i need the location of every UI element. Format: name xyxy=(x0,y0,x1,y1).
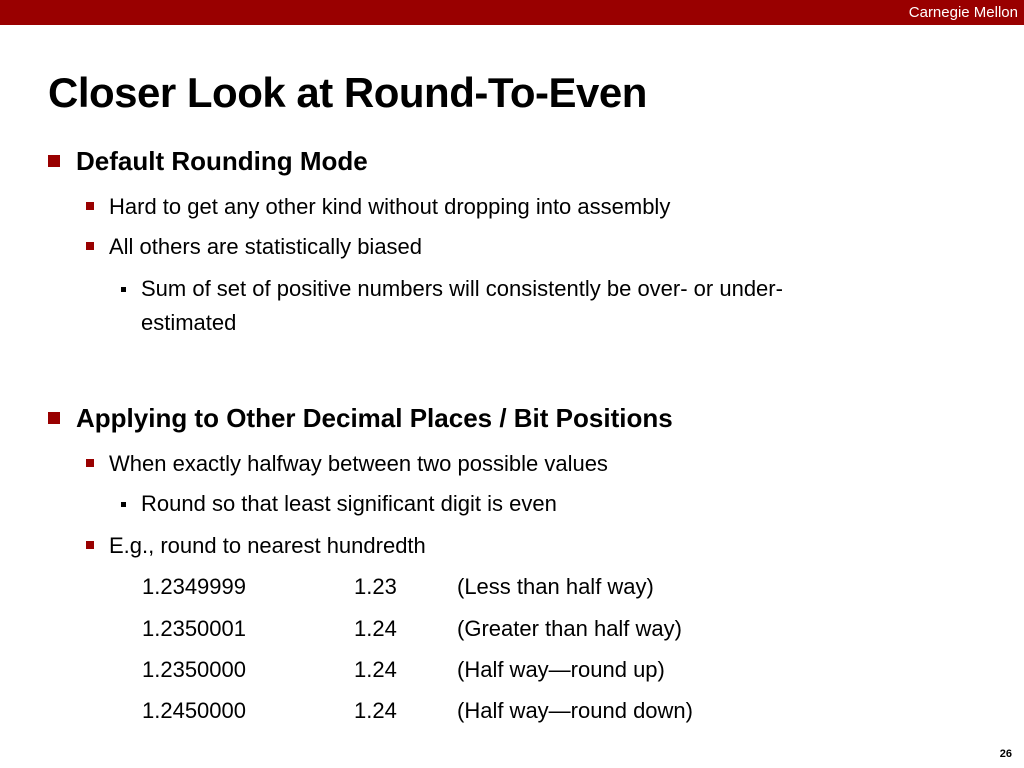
slide-title: Closer Look at Round-To-Even xyxy=(48,69,647,116)
square-bullet-icon xyxy=(48,412,60,424)
list-item xyxy=(109,450,608,478)
sub-list-item-text: estimated xyxy=(141,310,237,335)
section-heading-text: Applying to Other Decimal Places / Bit Positions xyxy=(76,403,673,433)
small-square-bullet-icon xyxy=(121,287,126,292)
list-item-text: When exactly halfway between two possible values xyxy=(109,451,608,476)
sub-list-item-text: Sum of set of positive numbers will consistently be over- or under- xyxy=(141,276,783,301)
example-value: 1.2350001 xyxy=(142,616,246,641)
example-note: (Less than half way) xyxy=(457,574,654,599)
example-rounded: 1.24 xyxy=(354,616,397,641)
sub-list-item-continuation xyxy=(141,309,236,337)
header-bar xyxy=(0,0,1024,25)
section-heading-default-rounding xyxy=(76,145,368,177)
example-note: (Half way—round up) xyxy=(457,657,665,682)
section-heading-applying xyxy=(76,402,673,434)
brand-label: Carnegie Mellon xyxy=(908,4,1018,21)
square-bullet-icon xyxy=(86,541,94,549)
small-square-bullet-icon xyxy=(121,502,126,507)
sub-list-item-text: Round so that least significant digit is even xyxy=(141,491,557,516)
list-item-text: Hard to get any other kind without dropping into assembly xyxy=(109,194,671,219)
sub-list-item xyxy=(141,275,783,303)
square-bullet-icon xyxy=(86,202,94,210)
page-number: 26 xyxy=(999,748,1012,760)
list-item xyxy=(109,233,422,261)
sub-list-item xyxy=(141,490,557,518)
example-note: (Greater than half way) xyxy=(457,616,682,641)
example-value: 1.2349999 xyxy=(142,574,246,599)
square-bullet-icon xyxy=(86,242,94,250)
square-bullet-icon xyxy=(48,155,60,167)
example-value: 1.2350000 xyxy=(142,657,246,682)
list-item-text: E.g., round to nearest hundredth xyxy=(109,533,426,558)
list-item xyxy=(109,532,426,560)
list-item-text: All others are statistically biased xyxy=(109,234,423,259)
list-item xyxy=(109,193,670,221)
example-rounded: 1.24 xyxy=(354,698,397,723)
example-rounded: 1.23 xyxy=(354,574,397,599)
example-note: (Half way—round down) xyxy=(457,698,693,723)
example-rounded: 1.24 xyxy=(354,657,397,682)
square-bullet-icon xyxy=(86,459,94,467)
example-value: 1.2450000 xyxy=(142,698,246,723)
section-heading-text: Default Rounding Mode xyxy=(76,146,368,176)
